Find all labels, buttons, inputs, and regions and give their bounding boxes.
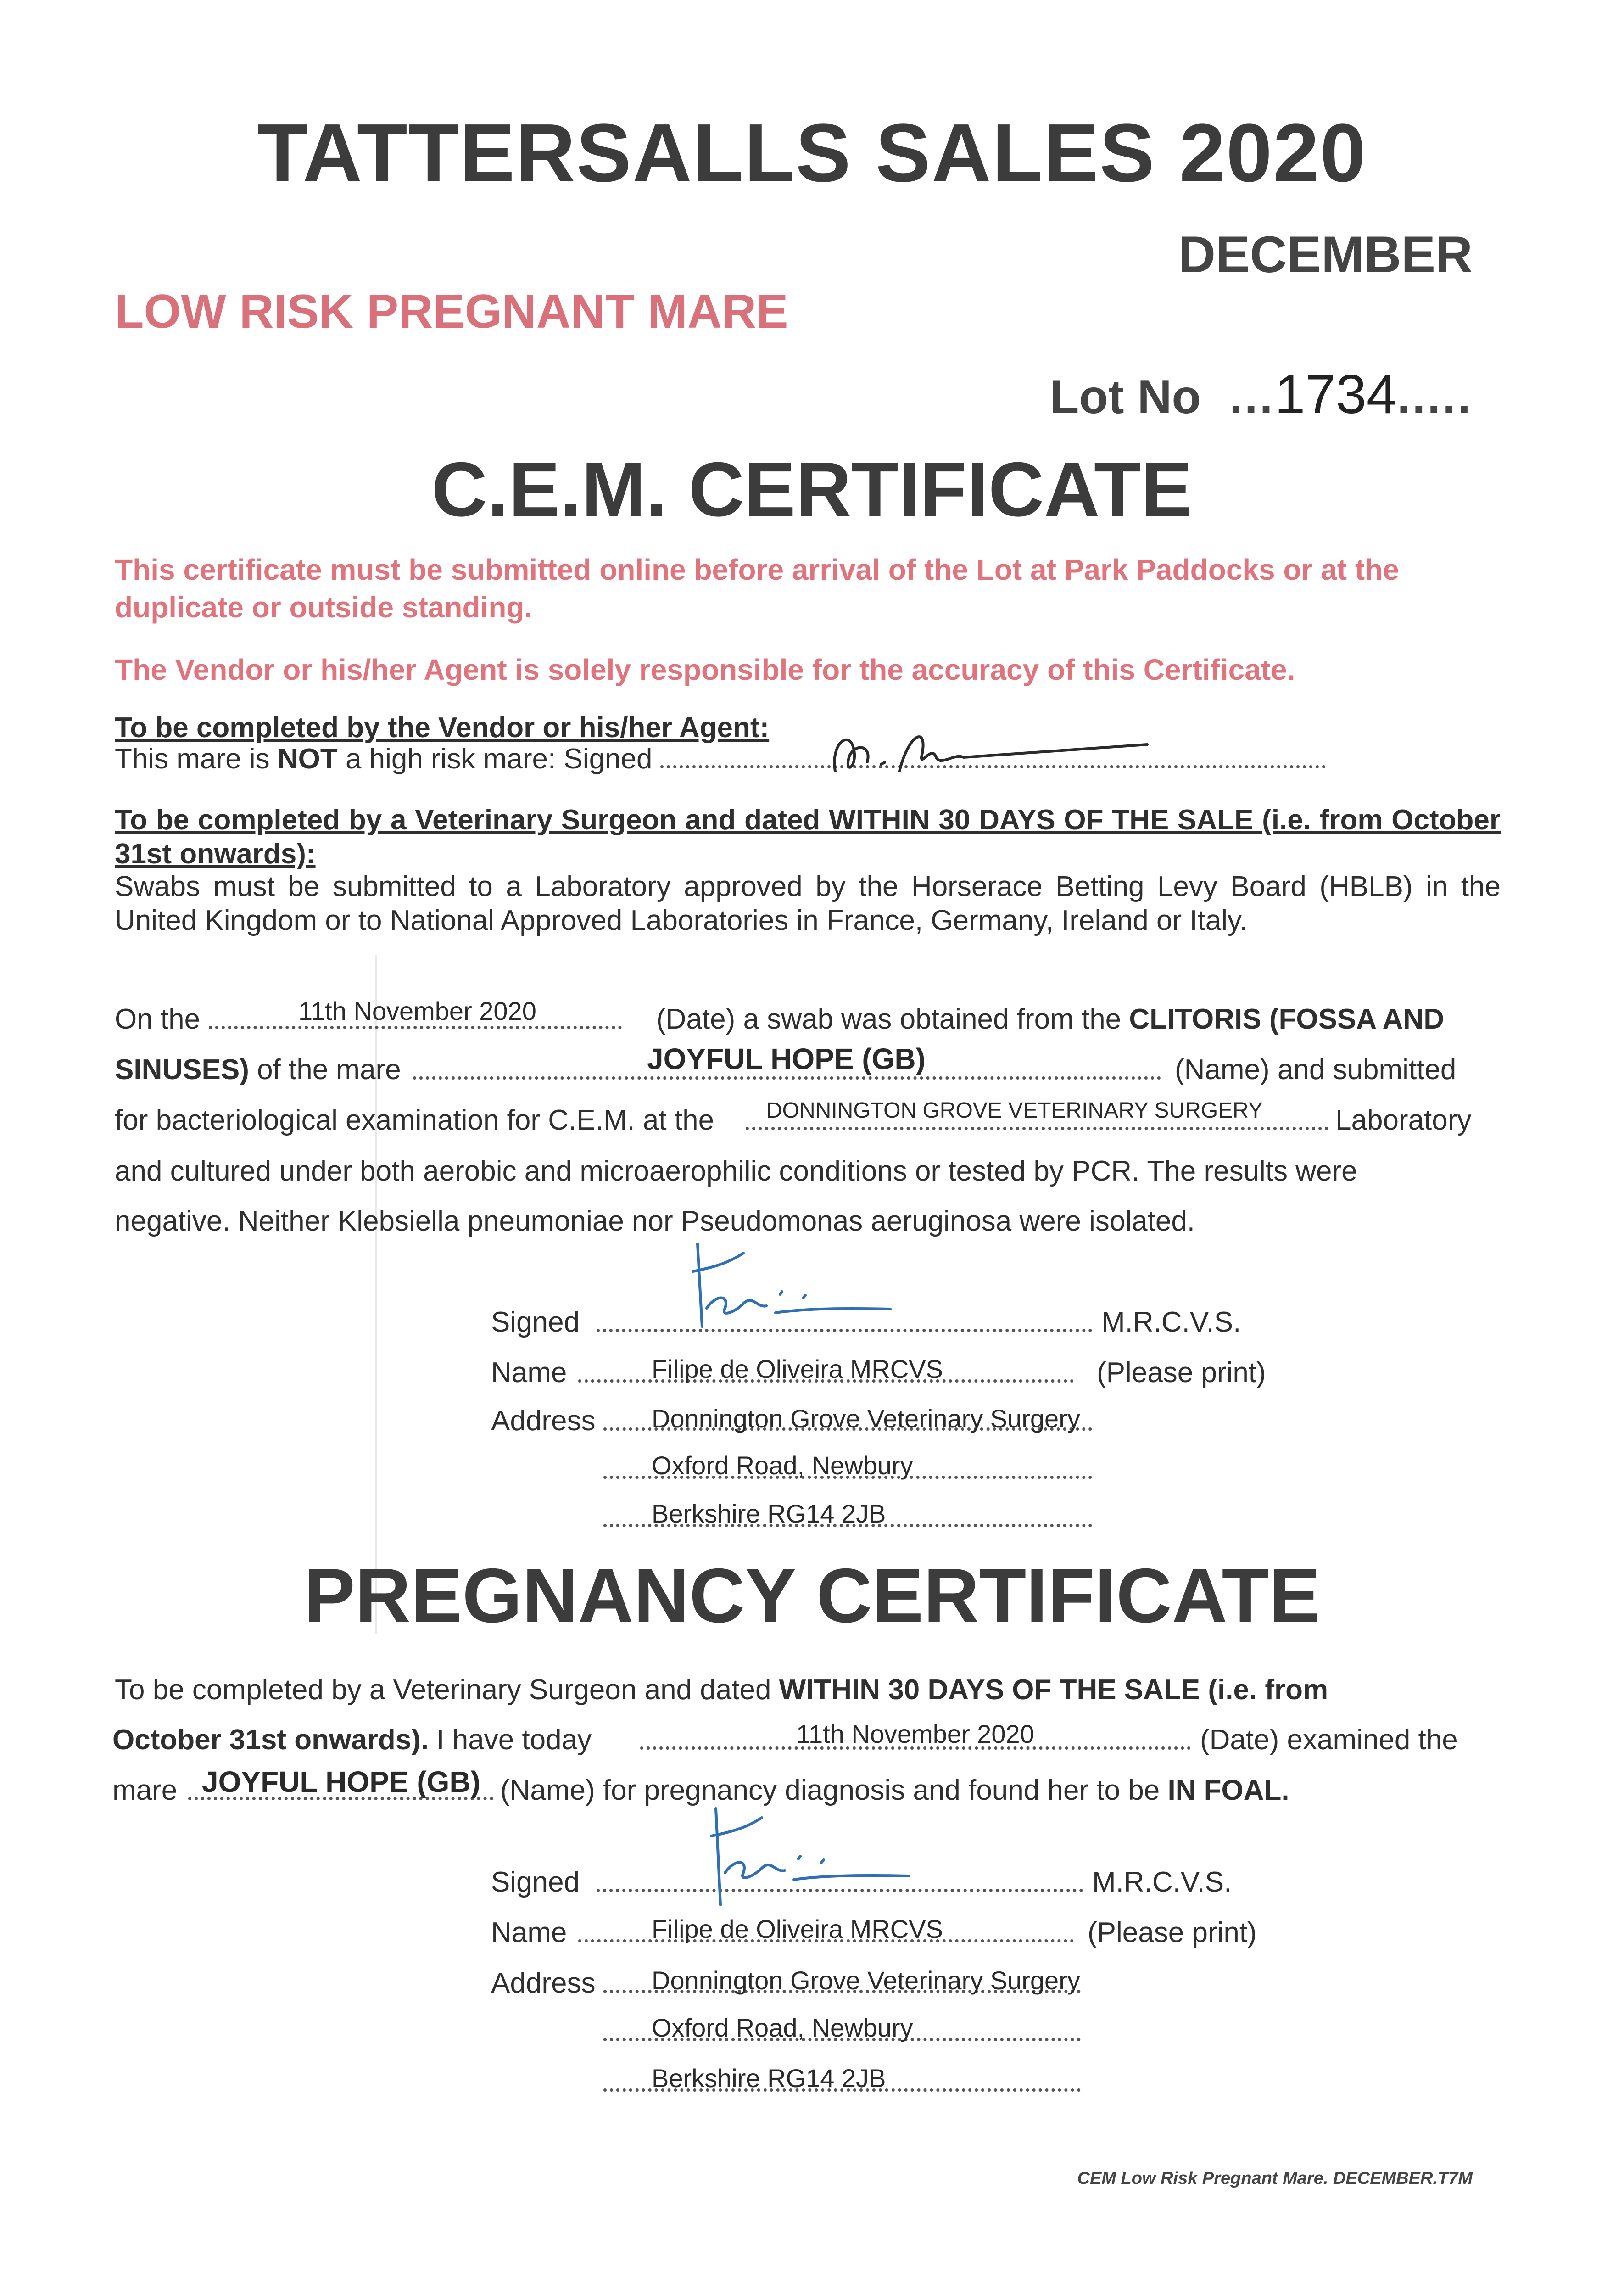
pregnancy-date: 11th November 2020 <box>796 1719 1034 1748</box>
name-submitted: (Name) and submitted <box>1175 1054 1457 1086</box>
mare-line: SINUSES) of the mare <box>115 1054 401 1086</box>
form-reference-footer: CEM Low Risk Pregnant Mare. DECEMBER.T7M <box>1077 2169 1473 2188</box>
submission-warning: This certificate must be submitted online before arrival of the Lot at Park Paddocks or at the duplicate or outside standing. <box>115 553 1399 624</box>
pregnancy-name-label: Name <box>491 1917 567 1948</box>
cem-signed-label: Signed <box>491 1306 580 1338</box>
document-title: TATTERSALLS SALES 2020 <box>257 107 1367 199</box>
pregnancy-mare-name: JOYFUL HOPE (GB) <box>202 1765 480 1798</box>
cem-mare-name: JOYFUL HOPE (GB) <box>647 1042 926 1075</box>
swab-date: 11th November 2020 <box>298 996 536 1025</box>
date-suffix: (Date) a swab was obtained from the CLITORIS (FOSSA AND <box>656 1003 1445 1035</box>
pregnancy-date-suffix: (Date) examined the <box>1200 1724 1458 1756</box>
pregnancy-line-3: (Name) for pregnancy diagnosis and found her to be IN FOAL. <box>500 1774 1289 1806</box>
vendor-heading: To be completed by the Vendor or his/her Agent: <box>115 712 770 744</box>
culture-statement: and cultured under both aerobic and microaerophilic conditions or tested by PCR. The results were <box>115 1155 1357 1187</box>
cem-vet-signature <box>688 1239 899 1340</box>
pregnancy-please-print: (Please print) <box>1088 1917 1257 1948</box>
on-the-label: On the <box>115 1003 201 1035</box>
pregnancy-address3: Berkshire RG14 2JB <box>652 2064 886 2093</box>
sale-month: DECEMBER <box>1178 226 1473 283</box>
swab-instructions: Swabs must be submitted to a Laboratory approved by the Horserace Betting Levy Board (HBLB) in the United Kingdom or to National Approved Laboratories in France, Germany, Ireland or Italy. <box>115 871 1501 936</box>
responsibility-warning: The Vendor or his/her Agent is solely responsible for the accuracy of this Certificate. <box>115 653 1295 686</box>
cem-mrcvs-label: M.R.C.V.S. <box>1101 1306 1241 1338</box>
cem-vet-name: Filipe de Oliveira MRCVS <box>652 1355 943 1383</box>
bacteriological-label: for bacteriological examination for C.E.M. at the <box>115 1104 714 1136</box>
cem-certificate-title: C.E.M. CERTIFICATE <box>431 446 1193 532</box>
lot-number-line: Lot No ...1734..... <box>1049 364 1473 425</box>
pregnancy-line-2: October 31st onwards). I have today <box>112 1724 592 1756</box>
pregnancy-mrcvs-label: M.R.C.V.S. <box>1092 1866 1232 1898</box>
pregnancy-certificate-title: PREGNANCY CERTIFICATE <box>303 1552 1321 1639</box>
cem-name-label: Name <box>491 1357 567 1388</box>
pregnancy-vet-signature <box>707 1804 918 1914</box>
cem-address2: Oxford Road, Newbury <box>652 1451 913 1480</box>
cem-address3: Berkshire RG14 2JB <box>652 1499 886 1528</box>
category-label: LOW RISK PREGNANT MARE <box>115 285 788 338</box>
lot-label: Lot No <box>1049 370 1201 424</box>
pregnancy-mare-label: mare <box>112 1774 178 1806</box>
pregnancy-signed-label: Signed <box>491 1866 580 1898</box>
lot-number: 1734 <box>1274 364 1397 425</box>
cem-address-label: Address <box>491 1405 596 1437</box>
negative-statement: negative. Neither Klebsiella pneumoniae nor Pseudomonas aeruginosa were isolated. <box>115 1205 1195 1237</box>
pregnancy-address2: Oxford Road, Newbury <box>652 2013 913 2042</box>
vendor-declaration: This mare is NOT a high risk mare: Signed <box>115 743 1326 775</box>
cem-please-print: (Please print) <box>1097 1357 1266 1388</box>
cem-address1: Donnington Grove Veterinary Surgery <box>652 1404 1080 1433</box>
vendor-signature <box>817 716 1147 789</box>
pregnancy-address1: Donnington Grove Veterinary Surgery <box>652 1966 1080 1995</box>
pregnancy-vet-name: Filipe de Oliveira MRCVS <box>652 1914 943 1943</box>
vet-heading: To be completed by a Veterinary Surgeon and dated WITHIN 30 DAYS OF THE SALE (i.e. from October 31st onwards): <box>115 804 1501 870</box>
pregnancy-line-1: To be completed by a Veterinary Surgeon and dated WITHIN 30 DAYS OF THE SALE (i.e. from <box>115 1674 1328 1706</box>
laboratory-label: Laboratory <box>1335 1104 1472 1136</box>
pregnancy-address-label: Address <box>491 1967 596 1999</box>
laboratory-name: DONNINGTON GROVE VETERINARY SURGERY <box>766 1098 1263 1123</box>
